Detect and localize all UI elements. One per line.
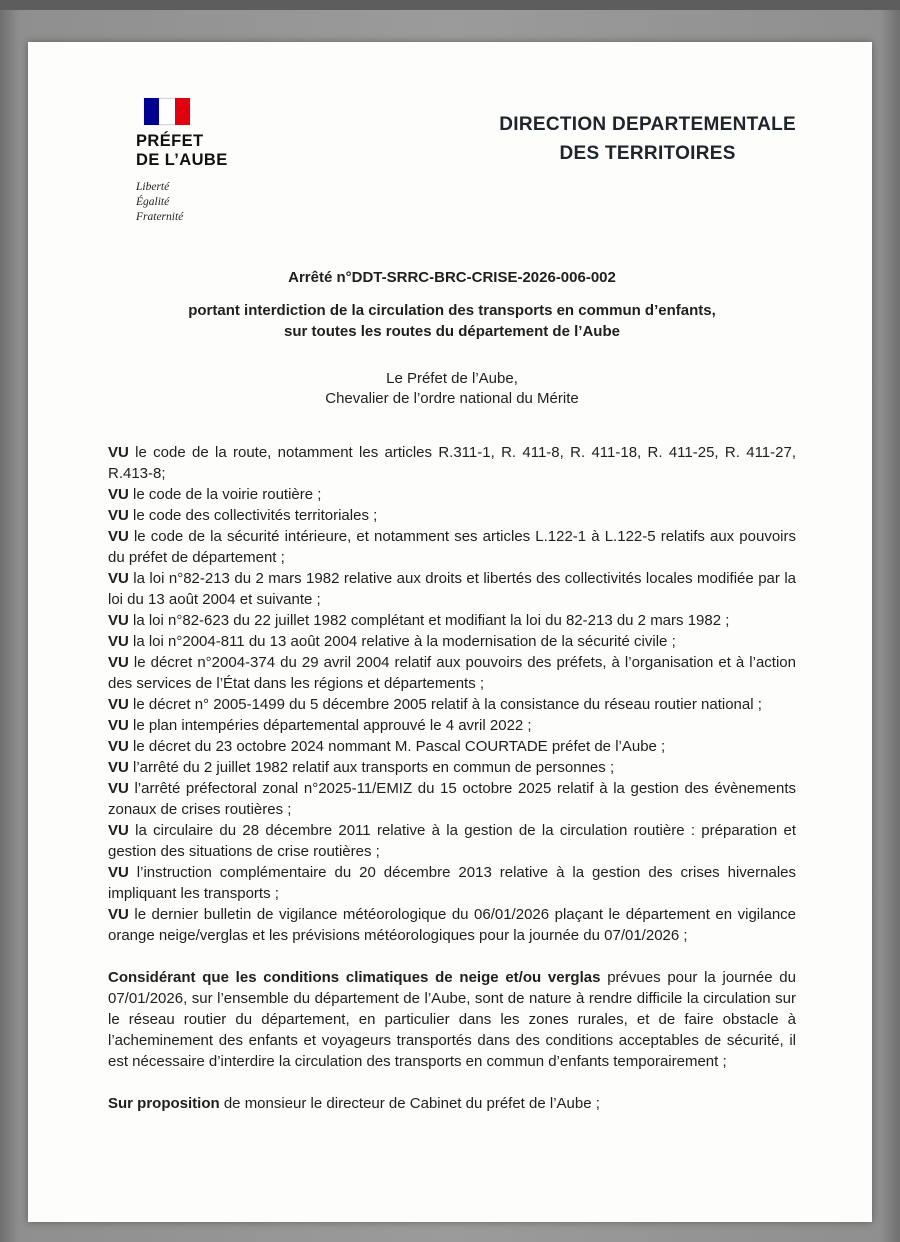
prefecture-logo-block <box>136 98 326 225</box>
paragraph-text: la loi n°2004-811 du 13 août 2004 relative à la modernisation de la sécurité civile ; <box>128 633 676 651</box>
paragraph-lead: VU <box>108 759 129 777</box>
paragraph-lead: VU <box>108 612 129 630</box>
document-paragraph <box>108 967 796 1072</box>
direction-line-2: DES TERRITOIRES <box>559 143 736 165</box>
paragraph-text: prévues pour la journée du 07/01/2026, sur l’ensemble du département de l’Aube, sont de nature à rendre difficile la circulation sur le réseau routier du département, en particulier dans les zones rurales, et de faire obstacle à l’acheminement des enfants et voyageurs transportés dans des conditions acceptables de sécurité, il est nécessaire d’interdire la circulation des transports en commun d’enfants temporairement ; <box>108 969 796 1071</box>
paragraph-lead: VU <box>108 528 129 546</box>
motto-liberte: Liberté <box>136 180 170 193</box>
flag-stripe-white <box>159 98 174 125</box>
flag-stripe-red <box>175 98 190 125</box>
document-paragraph <box>108 631 796 652</box>
paragraph-text: l’instruction complémentaire du 20 décembre 2013 relative à la gestion des crises hivernales impliquant les transports ; <box>108 864 796 903</box>
paragraph-text: le décret n° 2005-1499 du 5 décembre 2005 relatif à la consistance du réseau routier national ; <box>128 696 762 714</box>
paragraph-lead: VU <box>108 444 129 462</box>
arrete-title-block <box>108 269 796 342</box>
direction-title <box>499 110 796 169</box>
paragraph-lead: VU <box>108 906 129 924</box>
paragraph-lead: VU <box>108 822 129 840</box>
arrete-subject <box>108 300 796 342</box>
paragraph-lead: VU <box>108 654 129 672</box>
paragraph-text: la loi n°82-623 du 22 juillet 1982 complétant et modifiant la loi du 82-213 du 2 mars 1982 ; <box>128 612 730 630</box>
arrete-reference: Arrêté n°DDT-SRRC-BRC-CRISE-2026-006-002 <box>288 269 616 287</box>
paragraph-lead: VU <box>108 696 129 714</box>
paragraph-text: le code de la route, notamment les articles R.311-1, R. 411-8, R. 411-18, R. 411-25, R. 411-27, R.413-8; <box>108 444 796 483</box>
document-paragraph <box>108 715 796 736</box>
paragraph-text: la loi n°82-213 du 2 mars 1982 relative aux droits et libertés des collectivités locales modifiée par la loi du 13 août 2004 et suivante ; <box>108 570 796 609</box>
paragraph-text: l’arrêté préfectoral zonal n°2025-11/EMIZ du 15 octobre 2025 relatif à la gestion des évènements zonaux de crises routières ; <box>108 780 796 819</box>
paragraph-text: le code de la sécurité intérieure, et notamment ses articles L.122-1 à L.122-5 relatifs aux pouvoirs du préfet de département ; <box>108 528 796 567</box>
french-flag-icon <box>144 98 190 125</box>
paragraph-lead: VU <box>108 633 129 651</box>
document-body <box>108 442 796 1114</box>
salutation-block <box>108 369 796 409</box>
paragraph-text: l’arrêté du 2 juillet 1982 relatif aux transports en commun de personnes ; <box>128 759 615 777</box>
paragraph-lead: VU <box>108 864 129 882</box>
document-paragraph <box>108 652 796 694</box>
document-paragraph <box>108 694 796 715</box>
institution-name <box>136 132 326 171</box>
document-paragraph <box>108 484 796 505</box>
paragraph-text: le code de la voirie routière ; <box>128 486 322 504</box>
paragraph-text: le dernier bulletin de vigilance météorologique du 06/01/2026 plaçant le département en vigilance orange neige/verglas et les prévisions météorologiques pour la journée du 07/01/2026 ; <box>108 906 796 945</box>
paragraph-lead: VU <box>108 570 129 588</box>
arrete-subject-line-2: sur toutes les routes du département de l’Aube <box>284 323 620 341</box>
document-paragraph <box>108 505 796 526</box>
paragraph-lead: VU <box>108 486 129 504</box>
salutation-line-2: Chevalier de l’ordre national du Mérite <box>325 390 579 408</box>
document-paragraph <box>108 442 796 484</box>
paragraph-text: de monsieur le directeur de Cabinet du préfet de l’Aube ; <box>219 1095 600 1113</box>
paragraph-lead: Considérant que les conditions climatiques de neige et/ou verglas <box>108 969 601 987</box>
paragraph-text: le décret du 23 octobre 2024 nommant M. Pascal COURTADE préfet de l’Aube ; <box>128 738 666 756</box>
document-paragraph <box>108 757 796 778</box>
document-paragraph <box>108 820 796 862</box>
paragraph-lead: VU <box>108 780 129 798</box>
direction-line-1: DIRECTION DEPARTEMENTALE <box>499 114 796 135</box>
paragraph-text: la circulaire du 28 décembre 2011 relative à la gestion de la circulation routière : préparation et gestion des situations de crise routières ; <box>108 822 796 861</box>
motto-fraternite: Fraternité <box>136 211 184 224</box>
paragraph-text: le code des collectivités territoriales ; <box>128 507 378 525</box>
document-paragraph <box>108 568 796 610</box>
flag-stripe-blue <box>144 98 159 125</box>
document-paragraph <box>108 526 796 568</box>
paragraph-lead: VU <box>108 738 129 756</box>
republic-motto <box>136 180 326 226</box>
document-paragraph <box>108 1093 796 1114</box>
motto-egalite: Égalité <box>136 196 170 209</box>
document-paragraph <box>108 904 796 946</box>
document-page <box>28 42 872 1222</box>
document-header <box>108 98 796 225</box>
document-paragraph <box>108 778 796 820</box>
paragraph-text: le décret n°2004-374 du 29 avril 2004 relatif aux pouvoirs des préfets, à l’organisation et à l’action des services de l’État dans les régions et départements ; <box>108 654 796 693</box>
document-paragraph <box>108 862 796 904</box>
paragraph-lead: VU <box>108 717 129 735</box>
document-paragraph <box>108 610 796 631</box>
salutation-line-1: Le Préfet de l’Aube, <box>386 370 518 388</box>
scan-top-shadow <box>0 0 900 10</box>
institution-line-2: DE L’AUBE <box>136 151 228 170</box>
paragraph-text: le plan intempéries départemental approuvé le 4 avril 2022 ; <box>128 717 532 735</box>
paragraph-lead: Sur proposition <box>108 1095 220 1113</box>
institution-line-1: PRÉFET <box>136 132 204 150</box>
document-paragraph <box>108 736 796 757</box>
paragraph-lead: VU <box>108 507 129 525</box>
arrete-subject-line-1: portant interdiction de la circulation des transports en commun d’enfants, <box>188 302 716 320</box>
